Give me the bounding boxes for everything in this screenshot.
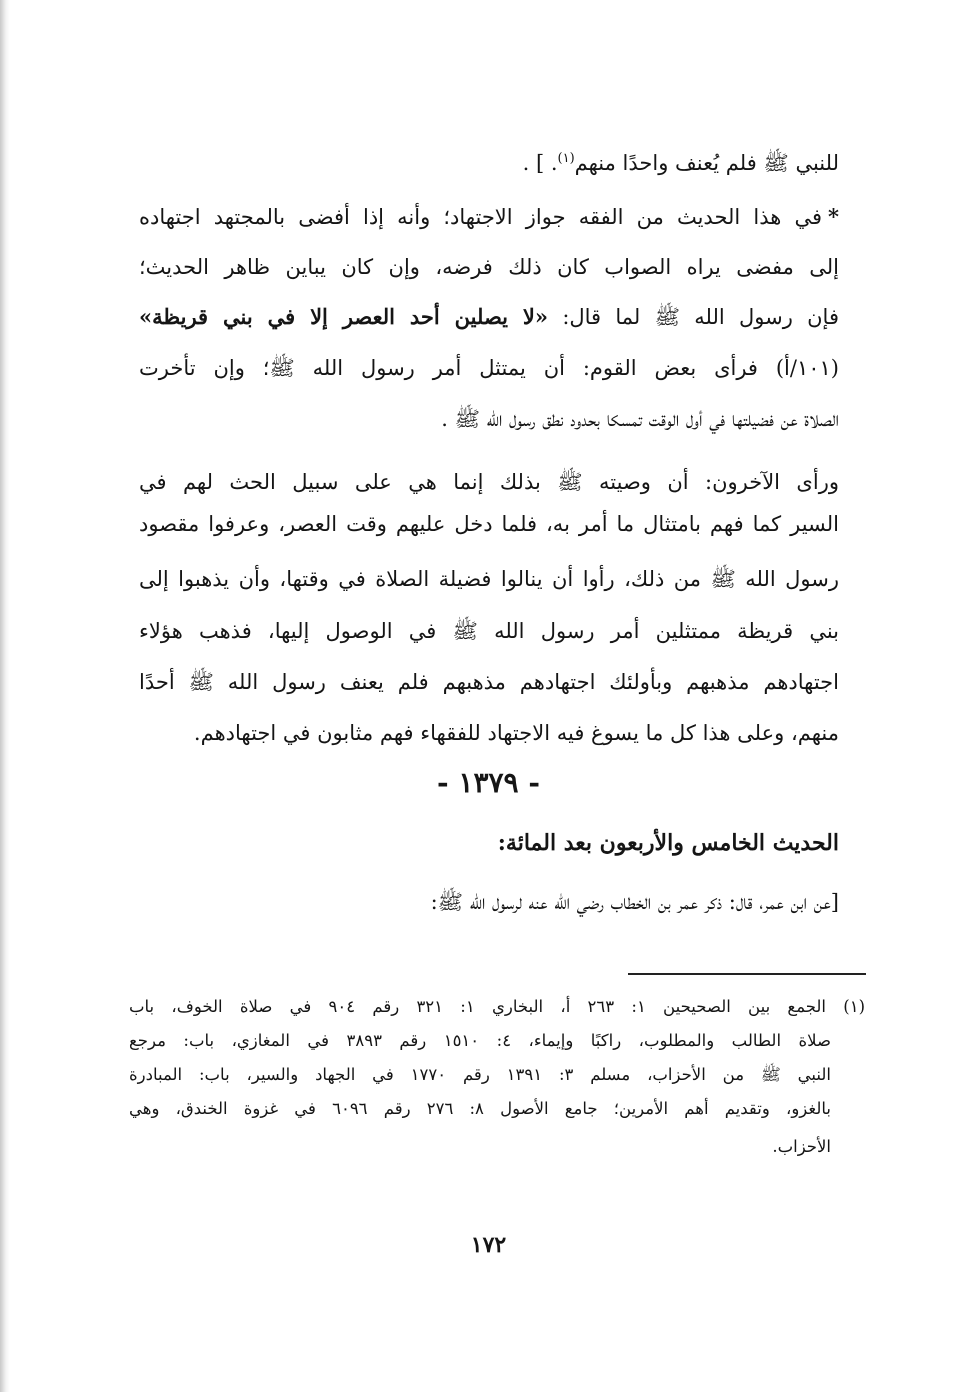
- body-line-2-text: في هذا الحديث من الفقه جواز الاجتهاد؛ وأنه إذا أفضى بالمجتهد اجتهاده: [139, 205, 823, 229]
- footnote-line-1: (١) الجمع بين الصحيحين ١: ٢٦٣ أ، البخاري ١: ٣٢١ رقم ٩٠٤ في صلاة الخوف، باب: [129, 997, 866, 1016]
- hadith-quote: «لا يصلين أحد العصر إلا في بني قريظة»: [139, 304, 549, 329]
- footnote-separator: [628, 973, 866, 975]
- body-line-7: ورأى الآخرون: أن وصيته ﷺ بذلك إنما هي على سبيل الحث لهم في: [139, 470, 839, 494]
- scan-edge-shadow: [0, 0, 10, 1392]
- footnote-reference: (١): [557, 151, 575, 166]
- hadith-number: - ١٣٧٩ -: [437, 766, 540, 799]
- body-line-2: [139, 198, 839, 236]
- footnote-line-2: صلاة الطالب والمطلوب، راكبًا وإيماء، ٤: ١٥١٠ رقم ٣٨٩٣ في المغازي، باب: مرجع: [129, 1031, 831, 1050]
- body-line-1: [139, 140, 839, 182]
- hadith-opening-line: [عن ابن عمر، قال: ذكر عمر بن الخطاب رضي الله عنه لرسول الله ﷺ:: [430, 890, 839, 914]
- body-line-11: اجتهادهم مذهبهم وبأولئك اجتهادهم مذهبهم فلم يعنف رسول الله ﷺ أحدًا: [139, 670, 839, 694]
- body-line-3: إلى مفضى يراه الصواب كان ذلك فرضه، وإن كان يباين ظاهر الحديث؛: [139, 255, 839, 279]
- body-line-1-end: . ] .: [522, 151, 558, 175]
- footnote-line-3: النبي ﷺ من الأحزاب، مسلم ٣: ١٣٩١ رقم ١٧٧٠ في الجهاد والسير، باب: المبادرة: [129, 1065, 831, 1084]
- body-line-9: رسول الله ﷺ من ذلك، رأوا أن ينالوا فضيلة الصلاة في وقتها، وأن يذهبوا إلى: [139, 567, 839, 591]
- body-line-5: (١٠١/أ) فرأى بعض القوم: أن يمتثل أمر رسول الله ﷺ؛ وإن تأخرت: [139, 356, 839, 380]
- body-line-6: الصلاة عن فضيلتها في أول الوقت تمسكا بحدود نطق رسول الله ﷺ .: [441, 407, 839, 431]
- hadith-title: الحديث الخامس والأربعون بعد المائة:: [497, 830, 839, 856]
- body-line-1-text: للنبي ﷺ فلم يُعنف واحدًا منهم: [574, 151, 839, 175]
- body-line-4: [139, 298, 839, 336]
- page-number: ١٧٢: [470, 1232, 507, 1258]
- body-line-8: السير كما فهم بامتثال ما أمر به، فلما دخل عليهم وقت العصر، وعرفوا مقصود: [139, 512, 839, 536]
- footnote-line-5: الأحزاب.: [772, 1137, 831, 1156]
- commentary-star-marker: *: [828, 204, 839, 229]
- footnote-line-4: بالغزو، وتقديم أهم الأمرين؛ جامع الأصول ٨: ٢٧٦ رقم ٦٠٩٦ في غزوة الخندق، وهي: [129, 1099, 832, 1118]
- body-line-4-text: فإن رسول الله ﷺ لما قال:: [562, 305, 839, 329]
- body-line-12: منهم، وعلى هذا كل ما يسوغ فيه الاجتهاد للفقهاء فهم مثابون في اجتهادهم.: [193, 721, 839, 745]
- body-line-10: بني قريظة ممتثلين أمر رسول الله ﷺ في الوصول إليها، فذهب هؤلاء: [139, 619, 839, 643]
